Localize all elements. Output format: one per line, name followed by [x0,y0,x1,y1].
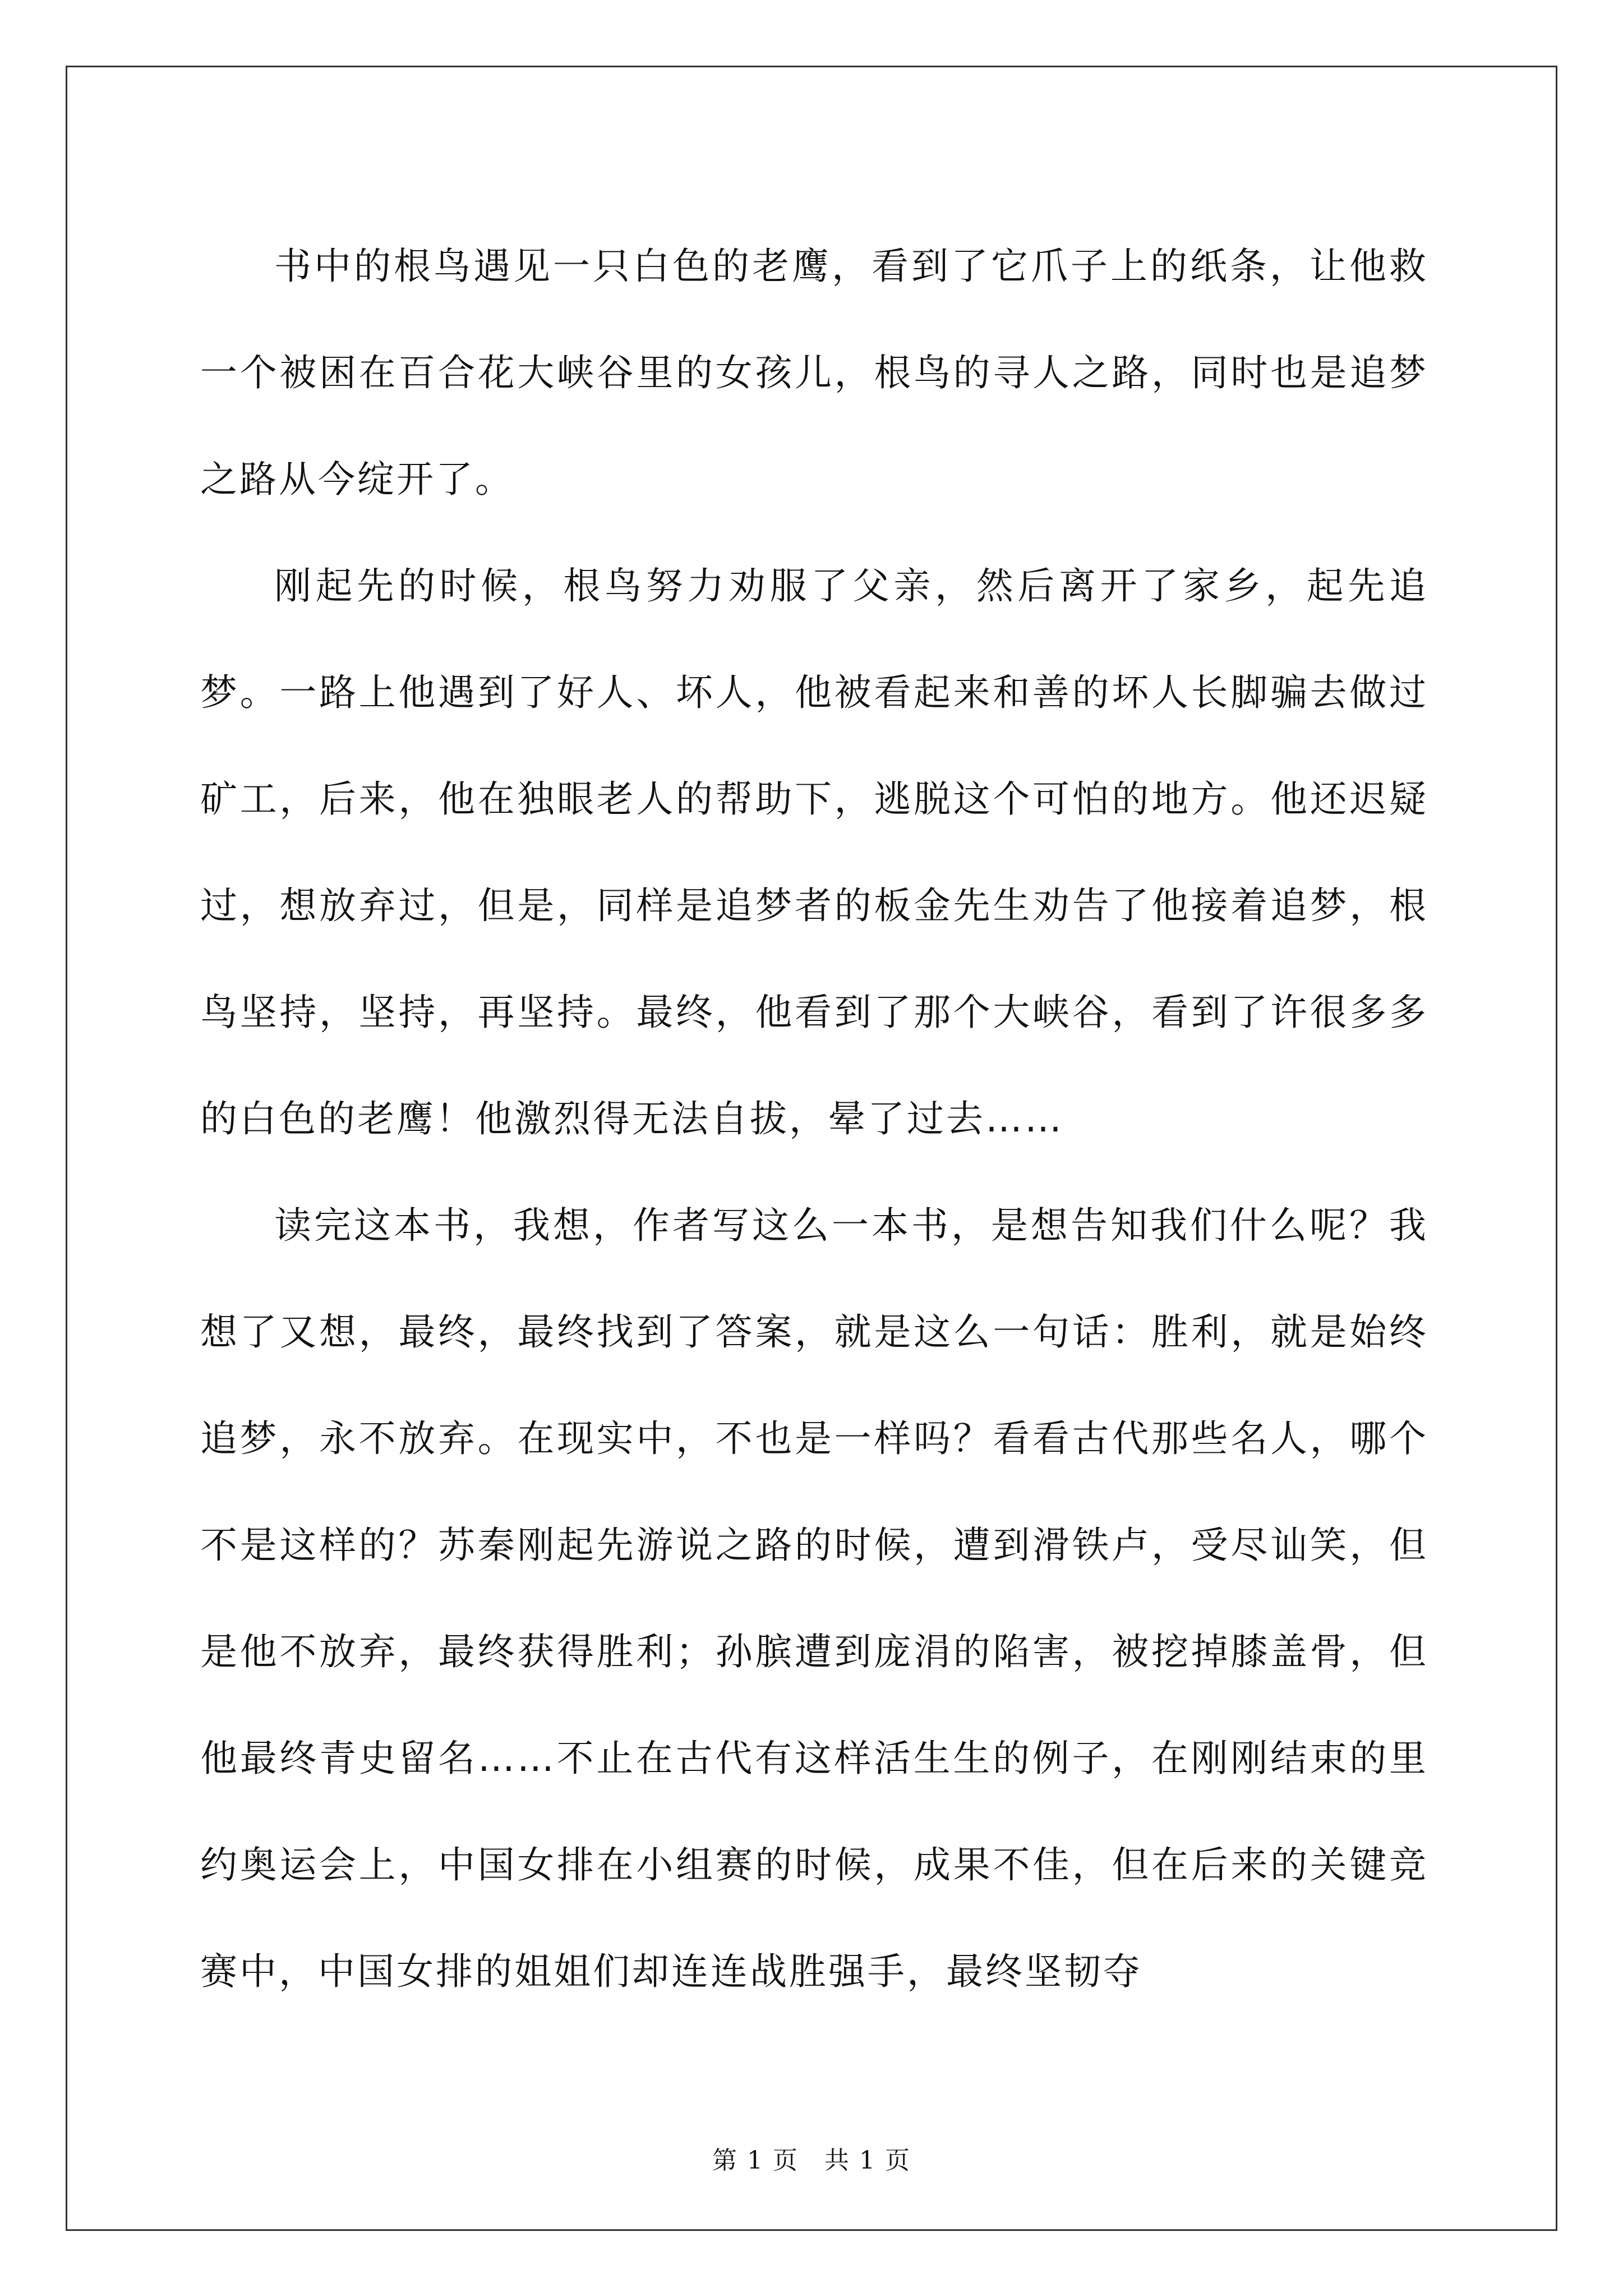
page-footer: 第 1 页 共 1 页 [712,2146,911,2175]
paragraph-2: 刚起先的时候，根鸟努力劝服了父亲，然后离开了家乡，起先追梦。一路上他遇到了好人、坏人，他被看起来和善的坏人长脚骗去做过矿工，后来，他在独眼老人的帮助下，逃脱这个可怕的地方。他还迟疑过，想放弃过，但是，同样是追梦者的板金先生劝告了他接着追梦，根鸟坚持，坚持，再坚持。最终，他看到了那个大峡谷，看到了许很多多的白色的老鹰！他激烈得无法自拔，晕了过去…… [200,564,1428,1140]
document-body [200,213,1428,2025]
paragraph-3: 读完这本书，我想，作者写这么一本书，是想告知我们什么呢？我想了又想，最终，最终找到了答案，就是这么一句话：胜利，就是始终追梦，永不放弃。在现实中，不也是一样吗？看看古代那些名人，哪个不是这样的？苏秦刚起先游说之路的时候，遭到滑铁卢，受尽讪笑，但是他不放弃，最终获得胜利；孙膑遭到庞涓的陷害，被挖掉膝盖骨，但他最终青史留名……不止在古代有这样活生生的例子，在刚刚结束的里约奥运会上，中国女排在小组赛的时候，成果不佳，但在后来的关键竞赛中，中国女排的姐姐们却连连战胜强手，最终坚韧夺 [200,1204,1428,1993]
paragraph-1: 书中的根鸟遇见一只白色的老鹰，看到了它爪子上的纸条，让他救一个被困在百合花大峡谷里的女孩儿，根鸟的寻人之路，同时也是追梦之路从今绽开了。 [200,245,1428,501]
